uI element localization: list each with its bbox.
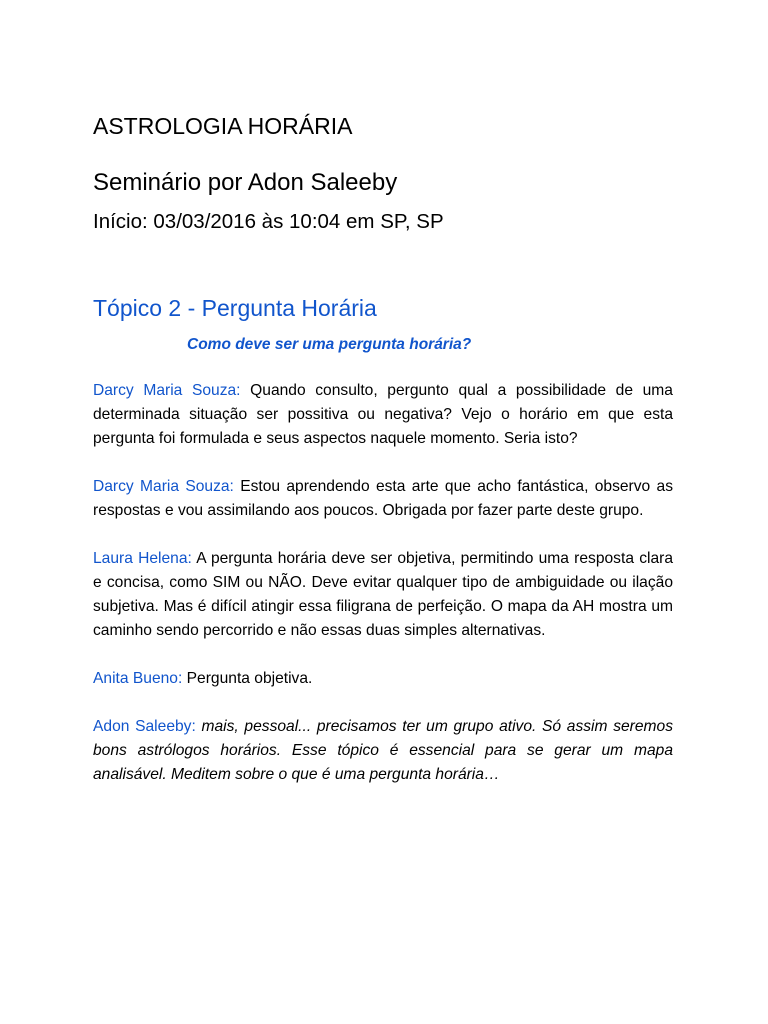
post-text: Estou aprendendo esta arte que acho fantástica, observo as respostas e vou assimilando aos poucos. Obrigada por fazer parte deste grupo. [93, 478, 673, 519]
post-text: mais, pessoal... precisamos ter um grupo ativo. Só assim seremos bons astrólogos horários. Esse tópico é essencial para se gerar um mapa analisável. Meditem sobre o que é uma pergunta horária… [93, 718, 673, 783]
post-author: Anita Bueno: [93, 670, 183, 687]
post [93, 715, 673, 787]
post-author: Adon Saleeby: [93, 718, 196, 735]
post [93, 547, 673, 643]
post-author: Laura Helena: [93, 550, 192, 567]
post-text: Quando consulto, pergunto qual a possibilidade de uma determinada situação ser possitiva ou negativa? Vejo o horário em que esta pergunta foi formulada e seus aspectos naquele momento. Seria isto? [93, 382, 673, 447]
post [93, 667, 673, 691]
post-author: Darcy Maria Souza: [93, 478, 234, 495]
topic-heading: Tópico 2 - Pergunta Horária [93, 295, 377, 321]
post-text: A pergunta horária deve ser objetiva, permitindo uma resposta clara e concisa, como SIM ou NÃO. Deve evitar qualquer tipo de ambiguidade ou ilação subjetiva. Mas é difícil atingir essa filigrana de perfeição. O mapa da AH mostra um caminho sendo percorrido e não essas duas simples alternativas. [93, 550, 673, 639]
topic-question: Como deve ser uma pergunta horária? [187, 336, 472, 353]
post [93, 379, 673, 451]
post-author: Darcy Maria Souza: [93, 382, 241, 399]
posts-list [93, 379, 673, 811]
document-subtitle: Seminário por Adon Saleeby [93, 169, 398, 196]
document-title: ASTROLOGIA HORÁRIA [93, 113, 353, 139]
post [93, 475, 673, 523]
start-date-line: Início: 03/03/2016 às 10:04 em SP, SP [93, 210, 444, 233]
post-text: Pergunta objetiva. [186, 670, 313, 687]
